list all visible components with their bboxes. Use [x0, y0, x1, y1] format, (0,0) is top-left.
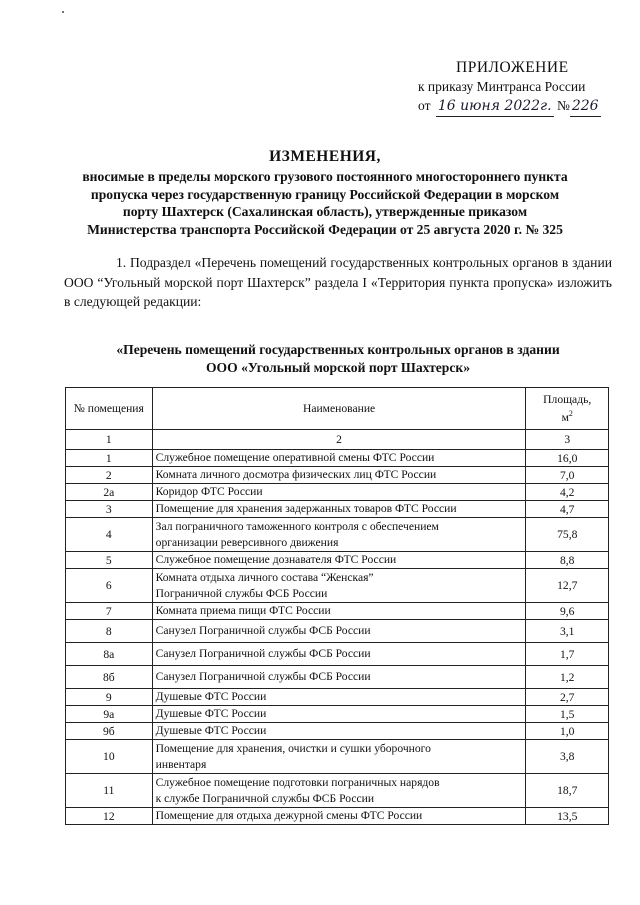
table-row — [66, 808, 609, 825]
cell-room-name-line: инвентаря — [155, 757, 207, 771]
table-row — [66, 501, 609, 518]
table-row — [66, 643, 609, 666]
cell-room-name — [152, 689, 526, 706]
cell-area: 1,2 — [526, 666, 609, 689]
table-row — [66, 723, 609, 740]
cell-room-name-line: Помещение для хранения задержанных товаров ФТС России — [155, 502, 457, 515]
cell-room-name — [152, 603, 526, 620]
document-heading — [40, 146, 610, 238]
column-number-row — [66, 430, 609, 450]
cell-room-name — [152, 723, 526, 740]
header-area-unit: $м^2$ — [561, 408, 573, 424]
number-label: № — [556, 98, 570, 113]
table-title-line: ООО «Угольный морской порт Шахтерск» — [205, 360, 471, 375]
column-number: 2 — [152, 430, 526, 450]
cell-room-number: 9а — [66, 706, 153, 723]
appendix-title: ПРИЛОЖЕНИЕ — [456, 59, 569, 76]
table-row — [66, 467, 609, 484]
table-row — [66, 518, 609, 552]
cell-room-number: 5 — [66, 552, 153, 569]
heading-subtitle-line: Министерства транспорта Российской Федерации от 25 августа 2020 г. № 325 — [87, 221, 563, 237]
column-number: 1 — [66, 430, 153, 450]
cell-room-number: 1 — [66, 450, 153, 467]
table-row — [66, 620, 609, 643]
heading-subtitle-line: порту Шахтерск (Сахалинская область), утвержденные приказом — [122, 204, 528, 220]
table-title — [66, 341, 610, 377]
cell-room-name — [152, 706, 526, 723]
cell-room-name-line: Санузел Пограничной службы ФСБ России — [155, 624, 371, 637]
date-prefix: от — [418, 98, 431, 113]
cell-area: 18,7 — [526, 774, 609, 808]
cell-room-name — [152, 518, 526, 552]
heading-title: ИЗМЕНЕНИЯ, — [269, 148, 381, 165]
cell-room-number: 2а — [66, 484, 153, 501]
cell-area: 4,7 — [526, 501, 609, 518]
table-row — [66, 552, 609, 569]
cell-room-name-line: Служебное помещение подготовки пограничных нарядов — [155, 775, 440, 789]
cell-room-name — [152, 643, 526, 666]
cell-room-name-line: Душевые ФТС России — [155, 707, 267, 720]
cell-room-number: 8а — [66, 643, 153, 666]
cell-room-name — [152, 552, 526, 569]
cell-room-name — [152, 740, 526, 774]
cell-room-name-line: Помещение для отдыха дежурной смены ФТС России — [155, 809, 423, 822]
cell-room-name-line: Санузел Пограничной службы ФСБ России — [155, 647, 371, 660]
cell-room-name-line: Служебное помещение оперативной смены ФТС России — [155, 451, 435, 464]
table-row — [66, 740, 609, 774]
table-header-row — [66, 388, 609, 430]
cell-area: 12,7 — [526, 569, 609, 603]
amendment-paragraph: 1. Подраздел «Перечень помещений государственных контрольных органов в здании ООО “Угольный морской порт Шахтерск” раздела I «Территория пункта пропуска» изложить в следующей редакции: — [64, 255, 612, 309]
appendix-block — [418, 58, 618, 117]
cell-room-number: 10 — [66, 740, 153, 774]
cell-room-name-line: Комната приема пищи ФТС России — [155, 604, 331, 617]
cell-area: 2,7 — [526, 689, 609, 706]
cell-room-name-line: Санузел Пограничной службы ФСБ России — [155, 670, 371, 683]
cell-area: 13,5 — [526, 808, 609, 825]
cell-room-name-line: организации реверсивного движения — [155, 535, 339, 549]
cell-room-name — [152, 774, 526, 808]
cell-area: 9,6 — [526, 603, 609, 620]
cell-room-name — [152, 620, 526, 643]
cell-room-number: 6 — [66, 569, 153, 603]
table-row — [66, 484, 609, 501]
handwritten-number: 226 — [570, 97, 601, 117]
cell-room-name — [152, 501, 526, 518]
scan-speck — [62, 11, 64, 13]
heading-subtitle-line: вносимые в пределы морского грузового постоянного многостороннего пункта — [82, 169, 568, 184]
cell-area: 1,5 — [526, 706, 609, 723]
table-row — [66, 569, 609, 603]
cell-room-name-line: Душевые ФТС России — [155, 690, 267, 703]
table-title-line: «Перечень помещений государственных контрольных органов в здании — [116, 342, 560, 357]
cell-room-name-line: Коридор ФТС России — [155, 485, 263, 498]
cell-room-number: 4 — [66, 518, 153, 552]
cell-room-number: 12 — [66, 808, 153, 825]
table-row — [66, 603, 609, 620]
cell-area: 8,8 — [526, 552, 609, 569]
cell-area: 16,0 — [526, 450, 609, 467]
header-area — [526, 388, 609, 430]
cell-area: 3,1 — [526, 620, 609, 643]
cell-room-name-line: Помещение для хранения, очистки и сушки уборочного — [155, 741, 431, 755]
cell-room-name-line: Душевые ФТС России — [155, 724, 267, 737]
cell-room-name — [152, 666, 526, 689]
appendix-date-line — [418, 96, 618, 117]
cell-room-number: 2 — [66, 467, 153, 484]
cell-room-name-line: Комната отдыха личного состава “Женская” — [155, 570, 374, 584]
table-row — [66, 689, 609, 706]
cell-room-name-line: Пограничной службы ФСБ России — [155, 586, 328, 600]
cell-room-number: 9 — [66, 689, 153, 706]
cell-room-number: 9б — [66, 723, 153, 740]
cell-room-name-line: к службе Пограничной службы ФСБ России — [155, 791, 375, 805]
cell-room-number: 8 — [66, 620, 153, 643]
cell-room-name — [152, 569, 526, 603]
table-row — [66, 706, 609, 723]
cell-area: 3,8 — [526, 740, 609, 774]
column-number: 3 — [526, 430, 609, 450]
handwritten-date: 16 июня 2022г. — [436, 97, 554, 117]
cell-area: 1,7 — [526, 643, 609, 666]
cell-room-name — [152, 484, 526, 501]
cell-room-name-line: Служебное помещение дознавателя ФТС России — [155, 553, 397, 566]
appendix-order-ref: к приказу Минтранса России — [418, 79, 586, 94]
cell-room-name-line: Комната личного досмотра физических лиц ФТС России — [155, 468, 437, 481]
cell-room-name-line: Зал пограничного таможенного контроля с обеспечением — [155, 519, 439, 533]
header-area-label: Площадь, — [543, 392, 592, 406]
heading-subtitle-line: пропуска через государственную границу Российской Федерации в морском — [90, 186, 560, 202]
header-room-number: № помещения — [66, 388, 153, 430]
table-row — [66, 450, 609, 467]
cell-room-name — [152, 808, 526, 825]
cell-room-number: 11 — [66, 774, 153, 808]
cell-room-name — [152, 467, 526, 484]
cell-area: 1,0 — [526, 723, 609, 740]
cell-room-name — [152, 450, 526, 467]
cell-room-number: 3 — [66, 501, 153, 518]
cell-area: 75,8 — [526, 518, 609, 552]
cell-area: 7,0 — [526, 467, 609, 484]
header-name: Наименование — [152, 388, 526, 430]
table-row — [66, 774, 609, 808]
cell-area: 4,2 — [526, 484, 609, 501]
cell-room-number: 8б — [66, 666, 153, 689]
cell-room-number: 7 — [66, 603, 153, 620]
rooms-table — [65, 387, 609, 825]
table-row — [66, 666, 609, 689]
